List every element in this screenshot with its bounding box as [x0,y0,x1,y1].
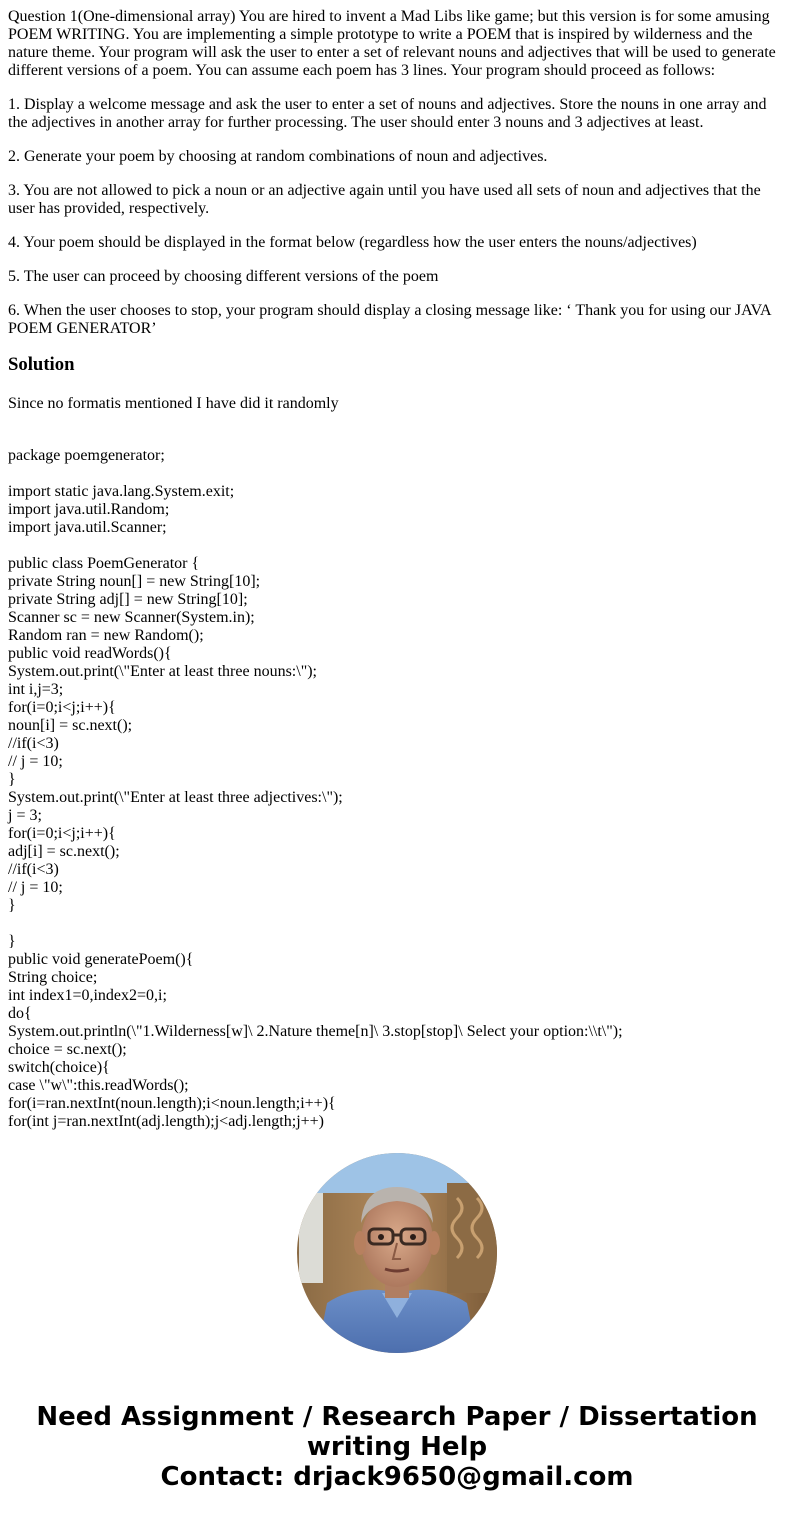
code-line [8,915,786,933]
code-line: import java.util.Scanner; [8,519,167,536]
step-item: 3. You are not allowed to pick a noun or an adjective again until you have used all sets of noun and adjectives that the user has provided, respectively. [8,182,761,217]
code-line: for(i=0;i<j;i++){ [8,825,116,842]
document-body [8,8,786,1130]
code-line: System.out.print(\"Enter at least three adjectives:\"); [8,789,343,806]
code-line: for(i=0;i<j;i++){ [8,699,116,716]
code-line: int index1=0,index2=0,i; [8,987,167,1004]
banner-contact: Contact: drjack9650@gmail.com [160,1462,634,1492]
code-line: for(int j=ran.nextInt(adj.length);j<adj.length;j++) [8,1113,325,1130]
code-line: j = 3; [8,807,42,824]
code-line: for(i=ran.nextInt(noun.length);i<noun.length;i++){ [8,1095,336,1112]
code-line: public class PoemGenerator { [8,555,200,572]
step-item: 2. Generate your poem by choosing at random combinations of noun and adjectives. [8,148,548,165]
code-line: //if(i<3) [8,735,59,752]
code-line: public void readWords(){ [8,645,172,662]
help-banner [0,1402,794,1492]
step-item: 5. The user can proceed by choosing different versions of the poem [8,268,439,285]
code-line [8,429,786,447]
code-line: Scanner sc = new Scanner(System.in); [8,609,255,626]
banner-line-2: writing Help [306,1432,488,1462]
code-line: } [8,771,16,788]
code-line: } [8,897,16,914]
code-line: import java.util.Random; [8,501,170,518]
code-line: // j = 10; [8,879,63,896]
step-item: 4. Your poem should be displayed in the format below (regardless how the user enters the nouns/adjectives) [8,234,697,251]
step-item: 6. When the user chooses to stop, your program should display a closing message like: ‘ Thank you for using our JAVA POEM GENERATOR’ [8,302,771,337]
code-line: noun[i] = sc.next(); [8,717,133,734]
code-line [8,537,786,555]
solution-note: Since no formatis mentioned I have did it randomly [8,395,339,412]
code-line: private String noun[] = new String[10]; [8,573,261,590]
banner-line-1: Need Assignment / Research Paper / Dissertation [36,1402,758,1432]
code-line: //if(i<3) [8,861,59,878]
author-photo-illustration [297,1153,497,1353]
code-line: choice = sc.next(); [8,1041,127,1058]
question-intro: Question 1(One-dimensional array) You are hired to invent a Mad Libs like game; but this version is for some amusing POEM WRITING. You are implementing a simple prototype to write a POEM that is inspired by wilderness and the nature theme. Your program will ask the user to enter a set of relevant nouns and adjectives that will be used to generate different versions of a poem. You can assume each poem has 3 lines. Your program should proceed as follows: [8,8,776,79]
code-line: private String adj[] = new String[10]; [8,591,248,608]
question-steps [8,96,786,338]
code-line: adj[i] = sc.next(); [8,843,120,860]
code-line: case \"w\":this.readWords(); [8,1077,189,1094]
code-line: int i,j=3; [8,681,64,698]
code-line: System.out.println(\"1.Wilderness[w]\ 2.Nature theme[n]\ 3.stop[stop]\ Select your option:\\t\"); [8,1023,623,1040]
code-line [8,465,786,483]
code-line: Random ran = new Random(); [8,627,204,644]
code-line: String choice; [8,969,98,986]
code-line: public void generatePoem(){ [8,951,194,968]
solution-heading: Solution [8,354,75,375]
code-line: // j = 10; [8,753,63,770]
code-line: package poemgenerator; [8,447,165,464]
code-lines [8,429,786,1131]
code-line: } [8,933,16,950]
author-avatar [297,1153,497,1353]
step-item: 1. Display a welcome message and ask the user to enter a set of nouns and adjectives. Store the nouns in one array and the adjectives in another array for further processing. The user should enter 3 nouns and 3 adjectives at least. [8,96,767,131]
code-line: switch(choice){ [8,1059,110,1076]
code-line: do{ [8,1005,32,1022]
code-block [8,429,786,1130]
code-line: System.out.print(\"Enter at least three nouns:\"); [8,663,317,680]
code-line: import static java.lang.System.exit; [8,483,235,500]
